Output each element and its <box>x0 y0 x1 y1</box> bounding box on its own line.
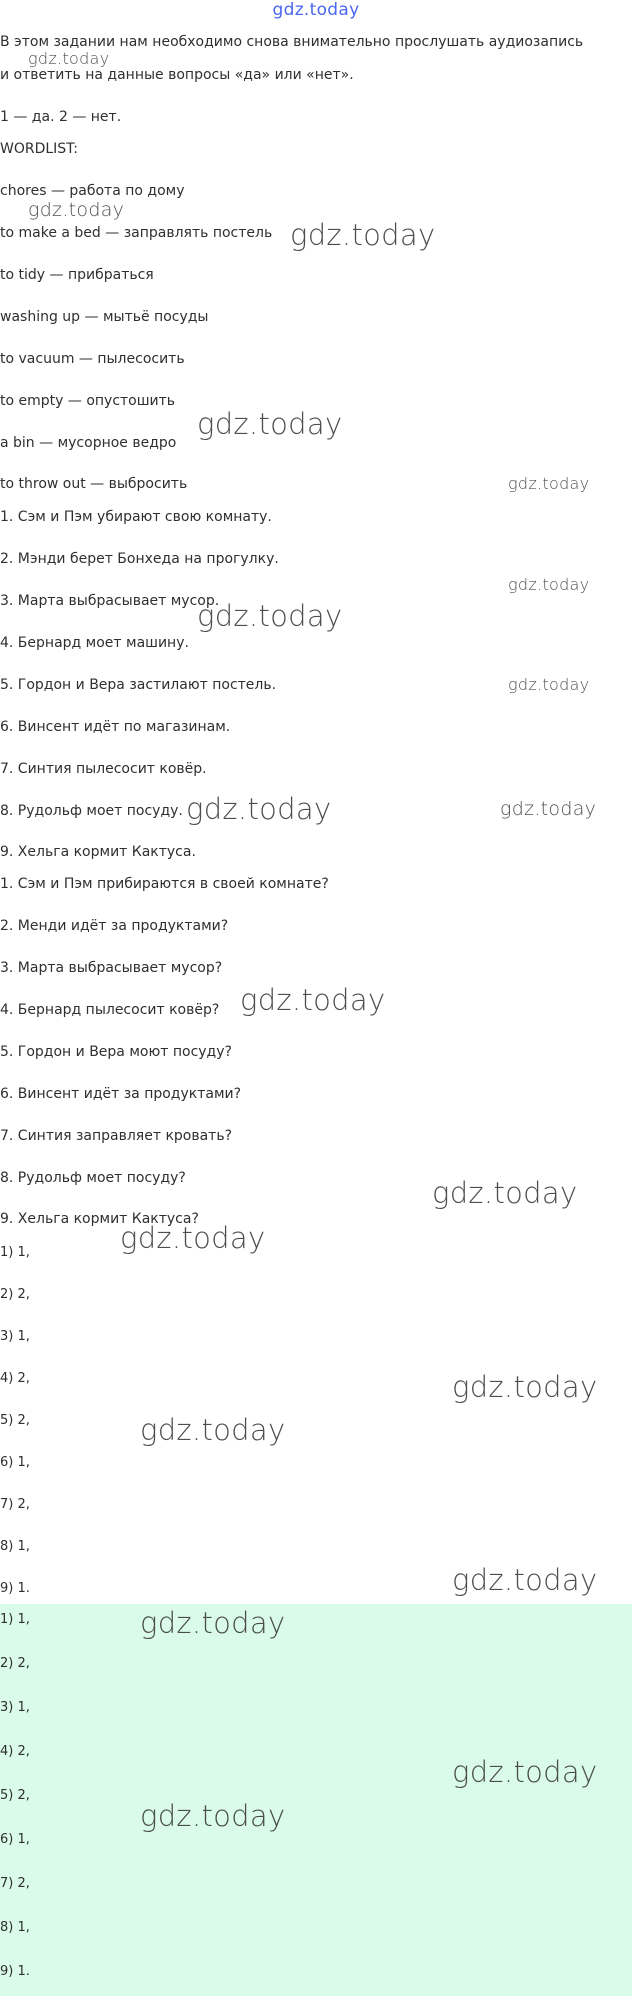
statement-item: 2. Мэнди берет Бонхеда на прогулку. <box>0 551 279 567</box>
wordlist-item: a bin — мусорное ведро <box>0 435 177 451</box>
watermark: gdz.today <box>140 1413 286 1447</box>
wordlist-item: washing up — мытьё посуды <box>0 309 209 325</box>
statement-item: 3. Марта выбрасывает мусор. <box>0 593 220 609</box>
statement-item: 9. Хельга кормит Кактуса. <box>0 844 196 860</box>
watermark: gdz.today <box>28 49 110 68</box>
question-item: 5. Гордон и Вера моют посуду? <box>0 1044 232 1060</box>
answer-highlight-block <box>0 1604 632 1996</box>
answer-legend: 1 — да. 2 — нет. <box>0 109 122 125</box>
highlighted-answer-item: 1) 1, <box>0 1612 30 1627</box>
answer-item: 7) 2, <box>0 1497 30 1512</box>
wordlist-item: to throw out — выбросить <box>0 476 188 492</box>
watermark: gdz.today <box>500 798 597 820</box>
highlighted-answer-item: 9) 1. <box>0 1964 30 1979</box>
answer-item: 2) 2, <box>0 1287 30 1302</box>
watermark: gdz.today <box>452 1370 598 1404</box>
question-item: 1. Сэм и Пэм прибираются в своей комнате? <box>0 876 329 892</box>
watermark: gdz.today <box>140 1606 286 1640</box>
watermark: gdz.today <box>186 792 332 826</box>
highlighted-answer-item: 4) 2, <box>0 1744 30 1759</box>
statement-item: 6. Винсент идёт по магазинам. <box>0 719 231 735</box>
watermark: gdz.today <box>197 407 343 441</box>
watermark: gdz.today <box>508 474 590 493</box>
question-item: 9. Хельга кормит Кактуса? <box>0 1211 199 1227</box>
statement-item: 7. Синтия пылесосит ковёр. <box>0 761 207 777</box>
answer-item: 3) 1, <box>0 1329 30 1344</box>
watermark: gdz.today <box>290 218 436 252</box>
statement-item: 5. Гордон и Вера застилают постель. <box>0 677 277 693</box>
site-logo[interactable]: gdz.today <box>272 0 360 20</box>
watermark: gdz.today <box>120 1221 266 1255</box>
question-item: 3. Марта выбрасывает мусор? <box>0 960 223 976</box>
wordlist-item: to make a bed — заправлять постель <box>0 225 273 241</box>
watermark: gdz.today <box>28 199 125 221</box>
watermark: gdz.today <box>508 575 590 594</box>
question-item: 2. Менди идёт за продуктами? <box>0 918 229 934</box>
highlighted-answer-item: 5) 2, <box>0 1788 30 1803</box>
watermark: gdz.today <box>197 599 343 633</box>
wordlist-item: to vacuum — пылесосить <box>0 351 185 367</box>
statement-item: 8. Рудольф моет посуду. <box>0 803 183 819</box>
wordlist-item: to tidy — прибраться <box>0 267 154 283</box>
statement-item: 4. Бернард моет машину. <box>0 635 189 651</box>
answer-item: 1) 1, <box>0 1245 30 1260</box>
highlighted-answer-item: 6) 1, <box>0 1832 30 1847</box>
highlighted-answer-item: 3) 1, <box>0 1700 30 1715</box>
intro-line-2: и ответить на данные вопросы «да» или «нет». <box>0 67 354 83</box>
watermark: gdz.today <box>452 1755 598 1789</box>
watermark: gdz.today <box>432 1176 578 1210</box>
answer-item: 4) 2, <box>0 1371 30 1386</box>
highlighted-answer-item: 2) 2, <box>0 1656 30 1671</box>
watermark: gdz.today <box>240 983 386 1017</box>
watermark: gdz.today <box>452 1563 598 1597</box>
answer-item: 6) 1, <box>0 1455 30 1470</box>
intro-line-1: В этом задании нам необходимо снова внимательно прослушать аудиозапись <box>0 34 584 50</box>
statement-item: 1. Сэм и Пэм убирают свою комнату. <box>0 509 272 525</box>
watermark: gdz.today <box>508 675 590 694</box>
question-item: 7. Синтия заправляет кровать? <box>0 1128 233 1144</box>
watermark: gdz.today <box>140 1799 286 1833</box>
question-item: 8. Рудольф моет посуду? <box>0 1170 186 1186</box>
answer-item: 8) 1, <box>0 1539 30 1554</box>
answer-item: 5) 2, <box>0 1413 30 1428</box>
wordlist-item: chores — работа по дому <box>0 183 185 199</box>
question-item: 6. Винсент идёт за продуктами? <box>0 1086 242 1102</box>
question-item: 4. Бернард пылесосит ковёр? <box>0 1002 220 1018</box>
wordlist-heading: WORDLIST: <box>0 141 78 157</box>
answer-item: 9) 1. <box>0 1581 30 1596</box>
wordlist-item: to empty — опустошить <box>0 393 176 409</box>
highlighted-answer-item: 8) 1, <box>0 1920 30 1935</box>
highlighted-answer-item: 7) 2, <box>0 1876 30 1891</box>
